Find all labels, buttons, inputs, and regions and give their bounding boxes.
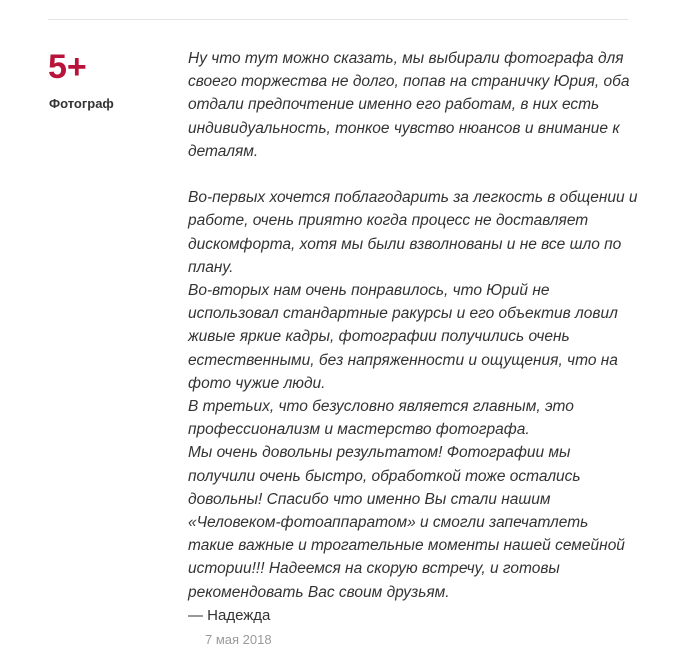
review-author: — Надежда [188, 607, 271, 624]
review-paragraph: В третьих, что безусловно является главным, это профессионализм и мастерство фотографа. [188, 398, 574, 439]
review-text [188, 47, 638, 604]
review-paragraph: Мы очень довольны результатом! Фотографии мы получили очень быстро, обработкой тоже остались довольны! Спасибо что именно Вы стали нашим «Человеком-фотоаппаратом» и смогли запечатлеть такие важные и трогательные моменты нашей семейной истории!!! Надеемся на скорую встречу, и готовы рекомендовать Вас своим друзьям. [188, 444, 625, 601]
rating-score: 5+ [48, 48, 87, 86]
reviewer-role: Фотограф [49, 96, 114, 111]
top-divider [48, 19, 628, 20]
review-date: 7 мая 2018 [205, 632, 272, 647]
review-paragraph: Во-вторых нам очень понравилось, что Юрий не использовал стандартные ракурсы и его объектив ловил живые яркие кадры, фотографии получились очень естественными, без напряженности и ощущения, что на фото чужие люди. [188, 282, 618, 392]
review-paragraph: Во-первых хочется поблагодарить за легкость в общении и работе, очень приятно когда процесс не доставляет дискомфорта, хотя мы были взволнованы и не все шло по плану. [188, 189, 638, 276]
review-paragraph: Ну что тут можно сказать, мы выбирали фотографа для своего торжества не долго, попав на страничку Юрия, оба отдали предпочтение именно его работам, в них есть индивидуальность, тонкое чувство нюансов и внимание к деталям. [188, 50, 630, 160]
